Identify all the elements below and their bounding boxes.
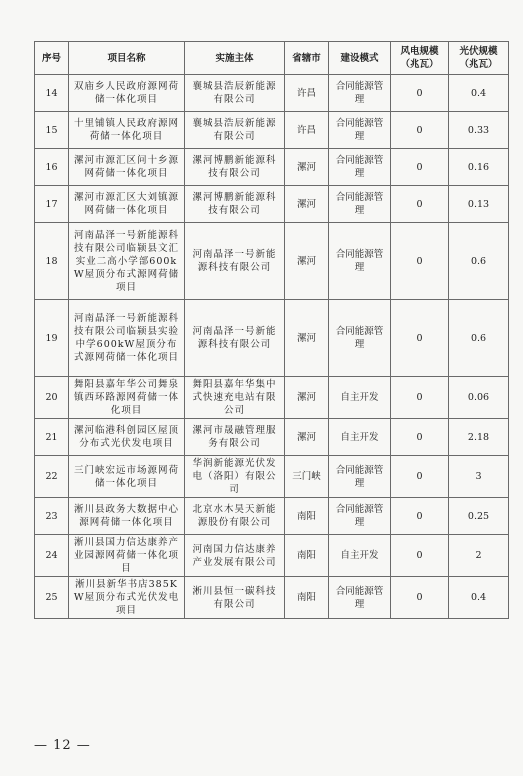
wind-capacity-cell: 0 bbox=[391, 300, 449, 377]
city-cell: 南阳 bbox=[285, 535, 329, 577]
header-project-name: 项目名称 bbox=[69, 42, 185, 75]
pv-capacity-cell: 0.13 bbox=[449, 186, 509, 223]
build-mode-cell: 合同能源管理 bbox=[329, 577, 391, 619]
header-index: 序号 bbox=[35, 42, 69, 75]
pv-capacity-cell: 0.6 bbox=[449, 223, 509, 300]
pv-capacity-cell: 0.4 bbox=[449, 75, 509, 112]
city-cell: 南阳 bbox=[285, 498, 329, 535]
entity-name-cell: 河南国力信达康养产业发展有限公司 bbox=[185, 535, 285, 577]
city-cell: 漯河 bbox=[285, 149, 329, 186]
project-name-cell: 三门峡宏远市场源网荷储一体化项目 bbox=[69, 456, 185, 498]
row-index-cell: 23 bbox=[35, 498, 69, 535]
build-mode-cell: 合同能源管理 bbox=[329, 300, 391, 377]
pv-capacity-cell: 0.16 bbox=[449, 149, 509, 186]
entity-name-cell: 漯河博鹏新能源科技有限公司 bbox=[185, 149, 285, 186]
row-index-cell: 20 bbox=[35, 377, 69, 419]
city-cell: 漯河 bbox=[285, 300, 329, 377]
project-name-cell: 漯河临港科创园区屋顶分布式光伏发电项目 bbox=[69, 419, 185, 456]
header-city: 省辖市 bbox=[285, 42, 329, 75]
table-row bbox=[35, 149, 509, 186]
page-number: — 12 — bbox=[34, 738, 91, 753]
project-name-cell: 淅川县国力信达康养产业园源网荷储一体化项目 bbox=[69, 535, 185, 577]
build-mode-cell: 合同能源管理 bbox=[329, 498, 391, 535]
header-pv-capacity: 光伏规模（兆瓦） bbox=[449, 42, 509, 75]
city-cell: 三门峡 bbox=[285, 456, 329, 498]
build-mode-cell: 合同能源管理 bbox=[329, 456, 391, 498]
wind-capacity-cell: 0 bbox=[391, 377, 449, 419]
wind-capacity-cell: 0 bbox=[391, 112, 449, 149]
project-name-cell: 十里铺镇人民政府源网荷储一体化项目 bbox=[69, 112, 185, 149]
build-mode-cell: 合同能源管理 bbox=[329, 223, 391, 300]
table-row bbox=[35, 75, 509, 112]
build-mode-cell: 自主开发 bbox=[329, 535, 391, 577]
row-index-cell: 15 bbox=[35, 112, 69, 149]
pv-capacity-cell: 0.06 bbox=[449, 377, 509, 419]
city-cell: 漯河 bbox=[285, 419, 329, 456]
build-mode-cell: 自主开发 bbox=[329, 419, 391, 456]
entity-name-cell: 河南晶泽一号新能源科技有限公司 bbox=[185, 300, 285, 377]
pv-capacity-cell: 0.4 bbox=[449, 577, 509, 619]
pv-capacity-cell: 2.18 bbox=[449, 419, 509, 456]
city-cell: 许昌 bbox=[285, 112, 329, 149]
table-row bbox=[35, 456, 509, 498]
entity-name-cell: 漯河博鹏新能源科技有限公司 bbox=[185, 186, 285, 223]
pv-capacity-cell: 2 bbox=[449, 535, 509, 577]
row-index-cell: 24 bbox=[35, 535, 69, 577]
table-row bbox=[35, 577, 509, 619]
project-name-cell: 淅川县政务大数据中心源网荷储一体化项目 bbox=[69, 498, 185, 535]
entity-name-cell: 北京水木昊天新能源股份有限公司 bbox=[185, 498, 285, 535]
project-name-cell: 河南晶泽一号新能源科技有限公司临颍县文汇实业二高小学部600kW屋顶分布式源网荷储项目 bbox=[69, 223, 185, 300]
wind-capacity-cell: 0 bbox=[391, 498, 449, 535]
project-name-cell: 淅川县新华书店385KW屋顶分布式光伏发电项目 bbox=[69, 577, 185, 619]
build-mode-cell: 合同能源管理 bbox=[329, 112, 391, 149]
entity-name-cell: 襄城县浩辰新能源有限公司 bbox=[185, 112, 285, 149]
table-body bbox=[35, 75, 509, 619]
row-index-cell: 17 bbox=[35, 186, 69, 223]
wind-capacity-cell: 0 bbox=[391, 535, 449, 577]
table-row bbox=[35, 535, 509, 577]
project-name-cell: 河南晶泽一号新能源科技有限公司临颍县实验中学600kW屋顶分布式源网荷储一体化项目 bbox=[69, 300, 185, 377]
entity-name-cell: 舞阳县嘉年华集中式快速充电站有限公司 bbox=[185, 377, 285, 419]
entity-name-cell: 河南晶泽一号新能源科技有限公司 bbox=[185, 223, 285, 300]
table-row bbox=[35, 419, 509, 456]
build-mode-cell: 自主开发 bbox=[329, 377, 391, 419]
project-table bbox=[34, 41, 509, 619]
build-mode-cell: 合同能源管理 bbox=[329, 186, 391, 223]
table-row bbox=[35, 223, 509, 300]
row-index-cell: 25 bbox=[35, 577, 69, 619]
entity-name-cell: 襄城县浩辰新能源有限公司 bbox=[185, 75, 285, 112]
wind-capacity-cell: 0 bbox=[391, 186, 449, 223]
city-cell: 漯河 bbox=[285, 223, 329, 300]
table-row bbox=[35, 300, 509, 377]
table-row bbox=[35, 186, 509, 223]
table-header-row bbox=[35, 42, 509, 75]
project-name-cell: 舞阳县嘉年华公司舞泉镇西环路源网荷储一体化项目 bbox=[69, 377, 185, 419]
row-index-cell: 21 bbox=[35, 419, 69, 456]
table-row bbox=[35, 498, 509, 535]
pv-capacity-cell: 0.33 bbox=[449, 112, 509, 149]
entity-name-cell: 淅川县恒一碳科技有限公司 bbox=[185, 577, 285, 619]
pv-capacity-cell: 3 bbox=[449, 456, 509, 498]
pv-capacity-cell: 0.25 bbox=[449, 498, 509, 535]
header-wind-capacity: 风电规模（兆瓦） bbox=[391, 42, 449, 75]
wind-capacity-cell: 0 bbox=[391, 456, 449, 498]
wind-capacity-cell: 0 bbox=[391, 577, 449, 619]
row-index-cell: 22 bbox=[35, 456, 69, 498]
project-name-cell: 漯河市源汇区问十乡源网荷储一体化项目 bbox=[69, 149, 185, 186]
build-mode-cell: 合同能源管理 bbox=[329, 149, 391, 186]
wind-capacity-cell: 0 bbox=[391, 75, 449, 112]
wind-capacity-cell: 0 bbox=[391, 149, 449, 186]
city-cell: 许昌 bbox=[285, 75, 329, 112]
table-row bbox=[35, 112, 509, 149]
city-cell: 漯河 bbox=[285, 377, 329, 419]
entity-name-cell: 漯河市晟融管理服务有限公司 bbox=[185, 419, 285, 456]
wind-capacity-cell: 0 bbox=[391, 223, 449, 300]
pv-capacity-cell: 0.6 bbox=[449, 300, 509, 377]
row-index-cell: 18 bbox=[35, 223, 69, 300]
project-name-cell: 漯河市源汇区大刘镇源网荷储一体化项目 bbox=[69, 186, 185, 223]
city-cell: 南阳 bbox=[285, 577, 329, 619]
row-index-cell: 19 bbox=[35, 300, 69, 377]
header-entity: 实施主体 bbox=[185, 42, 285, 75]
entity-name-cell: 华润新能源光伏发电（洛阳）有限公司 bbox=[185, 456, 285, 498]
project-name-cell: 双庙乡人民政府源网荷储一体化项目 bbox=[69, 75, 185, 112]
row-index-cell: 16 bbox=[35, 149, 69, 186]
table-row bbox=[35, 377, 509, 419]
city-cell: 漯河 bbox=[285, 186, 329, 223]
header-mode: 建设模式 bbox=[329, 42, 391, 75]
wind-capacity-cell: 0 bbox=[391, 419, 449, 456]
row-index-cell: 14 bbox=[35, 75, 69, 112]
build-mode-cell: 合同能源管理 bbox=[329, 75, 391, 112]
